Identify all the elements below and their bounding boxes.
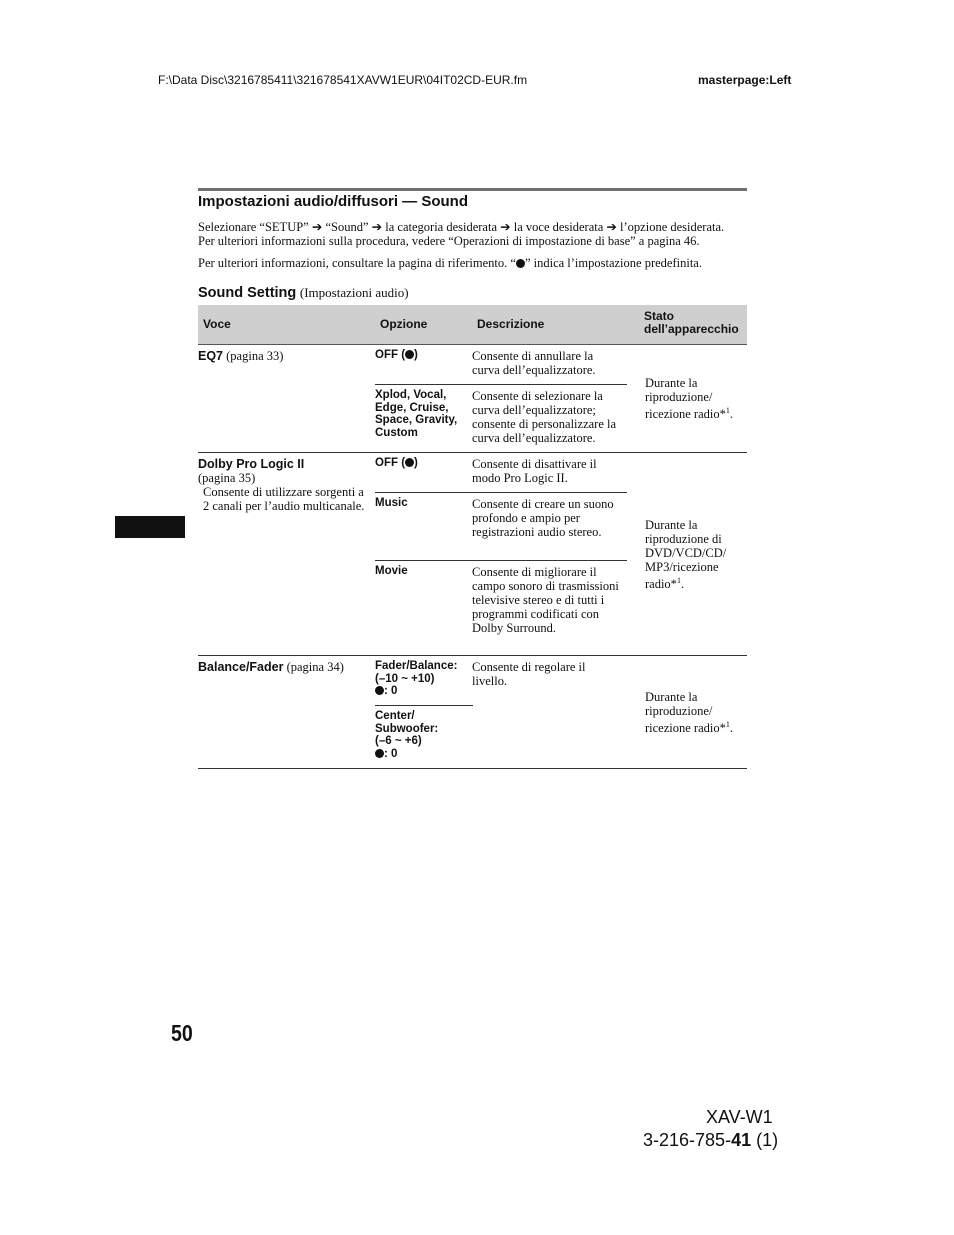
dolby-opt-music: Music: [375, 497, 408, 509]
header-masterpage: masterpage:Left: [698, 73, 792, 87]
opt-text: Fader/Balance:: [375, 660, 458, 672]
filled-circle-icon: [405, 458, 414, 467]
stato-text: Durante la riproduzione di DVD/VCD/CD/ MP3/ricezione radio*: [645, 518, 727, 592]
part-bold: 41: [731, 1130, 752, 1150]
part-prefix: 3-216-785-: [643, 1130, 732, 1150]
row-divider: [375, 492, 627, 493]
balance-label: Balance/Fader: [198, 660, 284, 674]
balance-voce: [198, 660, 344, 674]
model-number: XAV-W1: [706, 1107, 773, 1127]
para-text: la categoria desiderata: [385, 220, 498, 234]
opt-text: OFF (: [375, 349, 406, 361]
eq7-label: EQ7: [198, 349, 224, 363]
opt-text: ): [414, 349, 418, 361]
para-text: l’opzione desiderata.: [620, 220, 725, 234]
right-arrow-icon: ➔: [311, 220, 323, 234]
dolby-description: Consente di utilizzare sorgenti a 2 canali per l’audio multicanale.: [203, 485, 365, 513]
table-bottom-rule: [198, 768, 747, 769]
balance-page-ref: (pagina 34): [286, 660, 344, 674]
balance-stato: [645, 690, 745, 735]
opt-text: ): [414, 457, 418, 469]
dolby-page-ref: (pagina 35): [198, 471, 256, 485]
dolby-voce: [198, 457, 368, 513]
sound-setting-title: [198, 285, 409, 302]
part-suffix: (1): [751, 1130, 779, 1150]
filled-circle-icon: [375, 749, 384, 758]
side-tab-marker: [115, 516, 185, 538]
stato-text: Durante la riproduzione/ ricezione radio*: [645, 690, 726, 736]
eq7-stato: [645, 376, 745, 421]
dolby-desc-movie: Consente di migliorare il campo sonoro di trasmissioni televisive stereo e di tutti i programmi codificati con Dolby Surround.: [472, 565, 619, 635]
filled-circle-icon: [516, 259, 525, 268]
balance-opt-center: [375, 710, 470, 760]
eq7-page-ref: (pagina 33): [226, 349, 284, 363]
section-rule: [198, 188, 747, 191]
eq7-opt-off: [375, 349, 418, 362]
eq7-opt-presets: Xplod, Vocal, Edge, Cruise, Space, Gravity, Custom: [375, 389, 458, 439]
para-text: ” indica l’impostazione predefinita.: [524, 256, 702, 270]
dolby-desc-music: Consente di creare un suono profondo e ampio per registrazioni audio stereo.: [472, 497, 614, 539]
para-text: la voce desiderata: [513, 220, 604, 234]
opt-default: : 0: [384, 685, 398, 697]
stato-text: .: [729, 407, 733, 422]
opt-text: Center/ Subwoofer:: [375, 710, 439, 735]
dolby-label: Dolby Pro Logic II: [198, 457, 305, 471]
footnote-ref: 1: [676, 576, 681, 585]
dolby-opt-movie: Movie: [375, 565, 408, 577]
para-text: “Sound”: [325, 220, 369, 234]
para-text: Per ulteriori informazioni sulla procedura, vedere “Operazioni di impostazione di base” a pagina 46.: [198, 234, 700, 248]
sound-setting-title-note: (Impostazioni audio): [299, 285, 409, 300]
eq7-voce: [198, 349, 283, 363]
opt-range: (–6 ~ +6): [375, 735, 422, 747]
dolby-stato: [645, 518, 743, 591]
instructions-paragraph: [198, 220, 753, 248]
dolby-desc-off: Consente di disattivare il modo Pro Logic II.: [472, 457, 597, 485]
opt-default: : 0: [384, 747, 398, 760]
section-title: Impostazioni audio/diffusori — Sound: [198, 193, 468, 210]
eq7-desc-off: Consente di annullare la curva dell’equalizzatore.: [472, 349, 596, 377]
row-divider: [375, 705, 473, 706]
stato-text: .: [729, 721, 733, 736]
right-arrow-icon: ➔: [606, 220, 617, 234]
stato-text: .: [680, 577, 685, 592]
header-file-path: F:\Data Disc\3216785411\321678541XAVW1EUR\04IT02CD-EUR.fm: [158, 73, 528, 87]
header-opzione: Opzione: [380, 317, 428, 331]
row-divider: [198, 452, 747, 453]
footnote-ref: 1: [725, 720, 730, 729]
row-divider: [198, 655, 747, 656]
dolby-opt-off: [375, 457, 418, 470]
row-divider: [375, 384, 627, 385]
part-number: [643, 1130, 778, 1151]
filled-circle-icon: [375, 686, 384, 695]
opt-text: OFF (: [375, 457, 406, 469]
page-number: 50: [171, 1020, 193, 1046]
balance-opt-fader: [375, 660, 470, 698]
right-arrow-icon: ➔: [371, 220, 383, 234]
header-voce: Voce: [203, 317, 231, 331]
para-text: Selezionare “SETUP”: [198, 220, 309, 234]
header-descrizione: Descrizione: [477, 317, 545, 331]
balance-desc: Consente di regolare il livello.: [472, 660, 586, 688]
para-text: Per ulteriori informazioni, consultare la pagina di riferimento. “: [198, 256, 516, 270]
footnote-ref: 1: [725, 406, 730, 415]
eq7-desc-presets: Consente di selezionare la curva dell’equalizzatore; consente di personalizzare la curva dell’equalizzatore.: [472, 389, 617, 445]
right-arrow-icon: ➔: [500, 220, 511, 234]
header-stato: Stato dell’apparecchio: [644, 309, 739, 336]
row-divider: [375, 560, 627, 561]
stato-text: Durante la riproduzione/ ricezione radio*: [645, 376, 726, 422]
opt-range: (–10 ~ +10): [375, 672, 435, 685]
filled-circle-icon: [405, 350, 414, 359]
table-header: [198, 305, 747, 345]
sound-setting-title-bold: Sound Setting: [198, 285, 297, 301]
reference-paragraph: [198, 256, 753, 270]
